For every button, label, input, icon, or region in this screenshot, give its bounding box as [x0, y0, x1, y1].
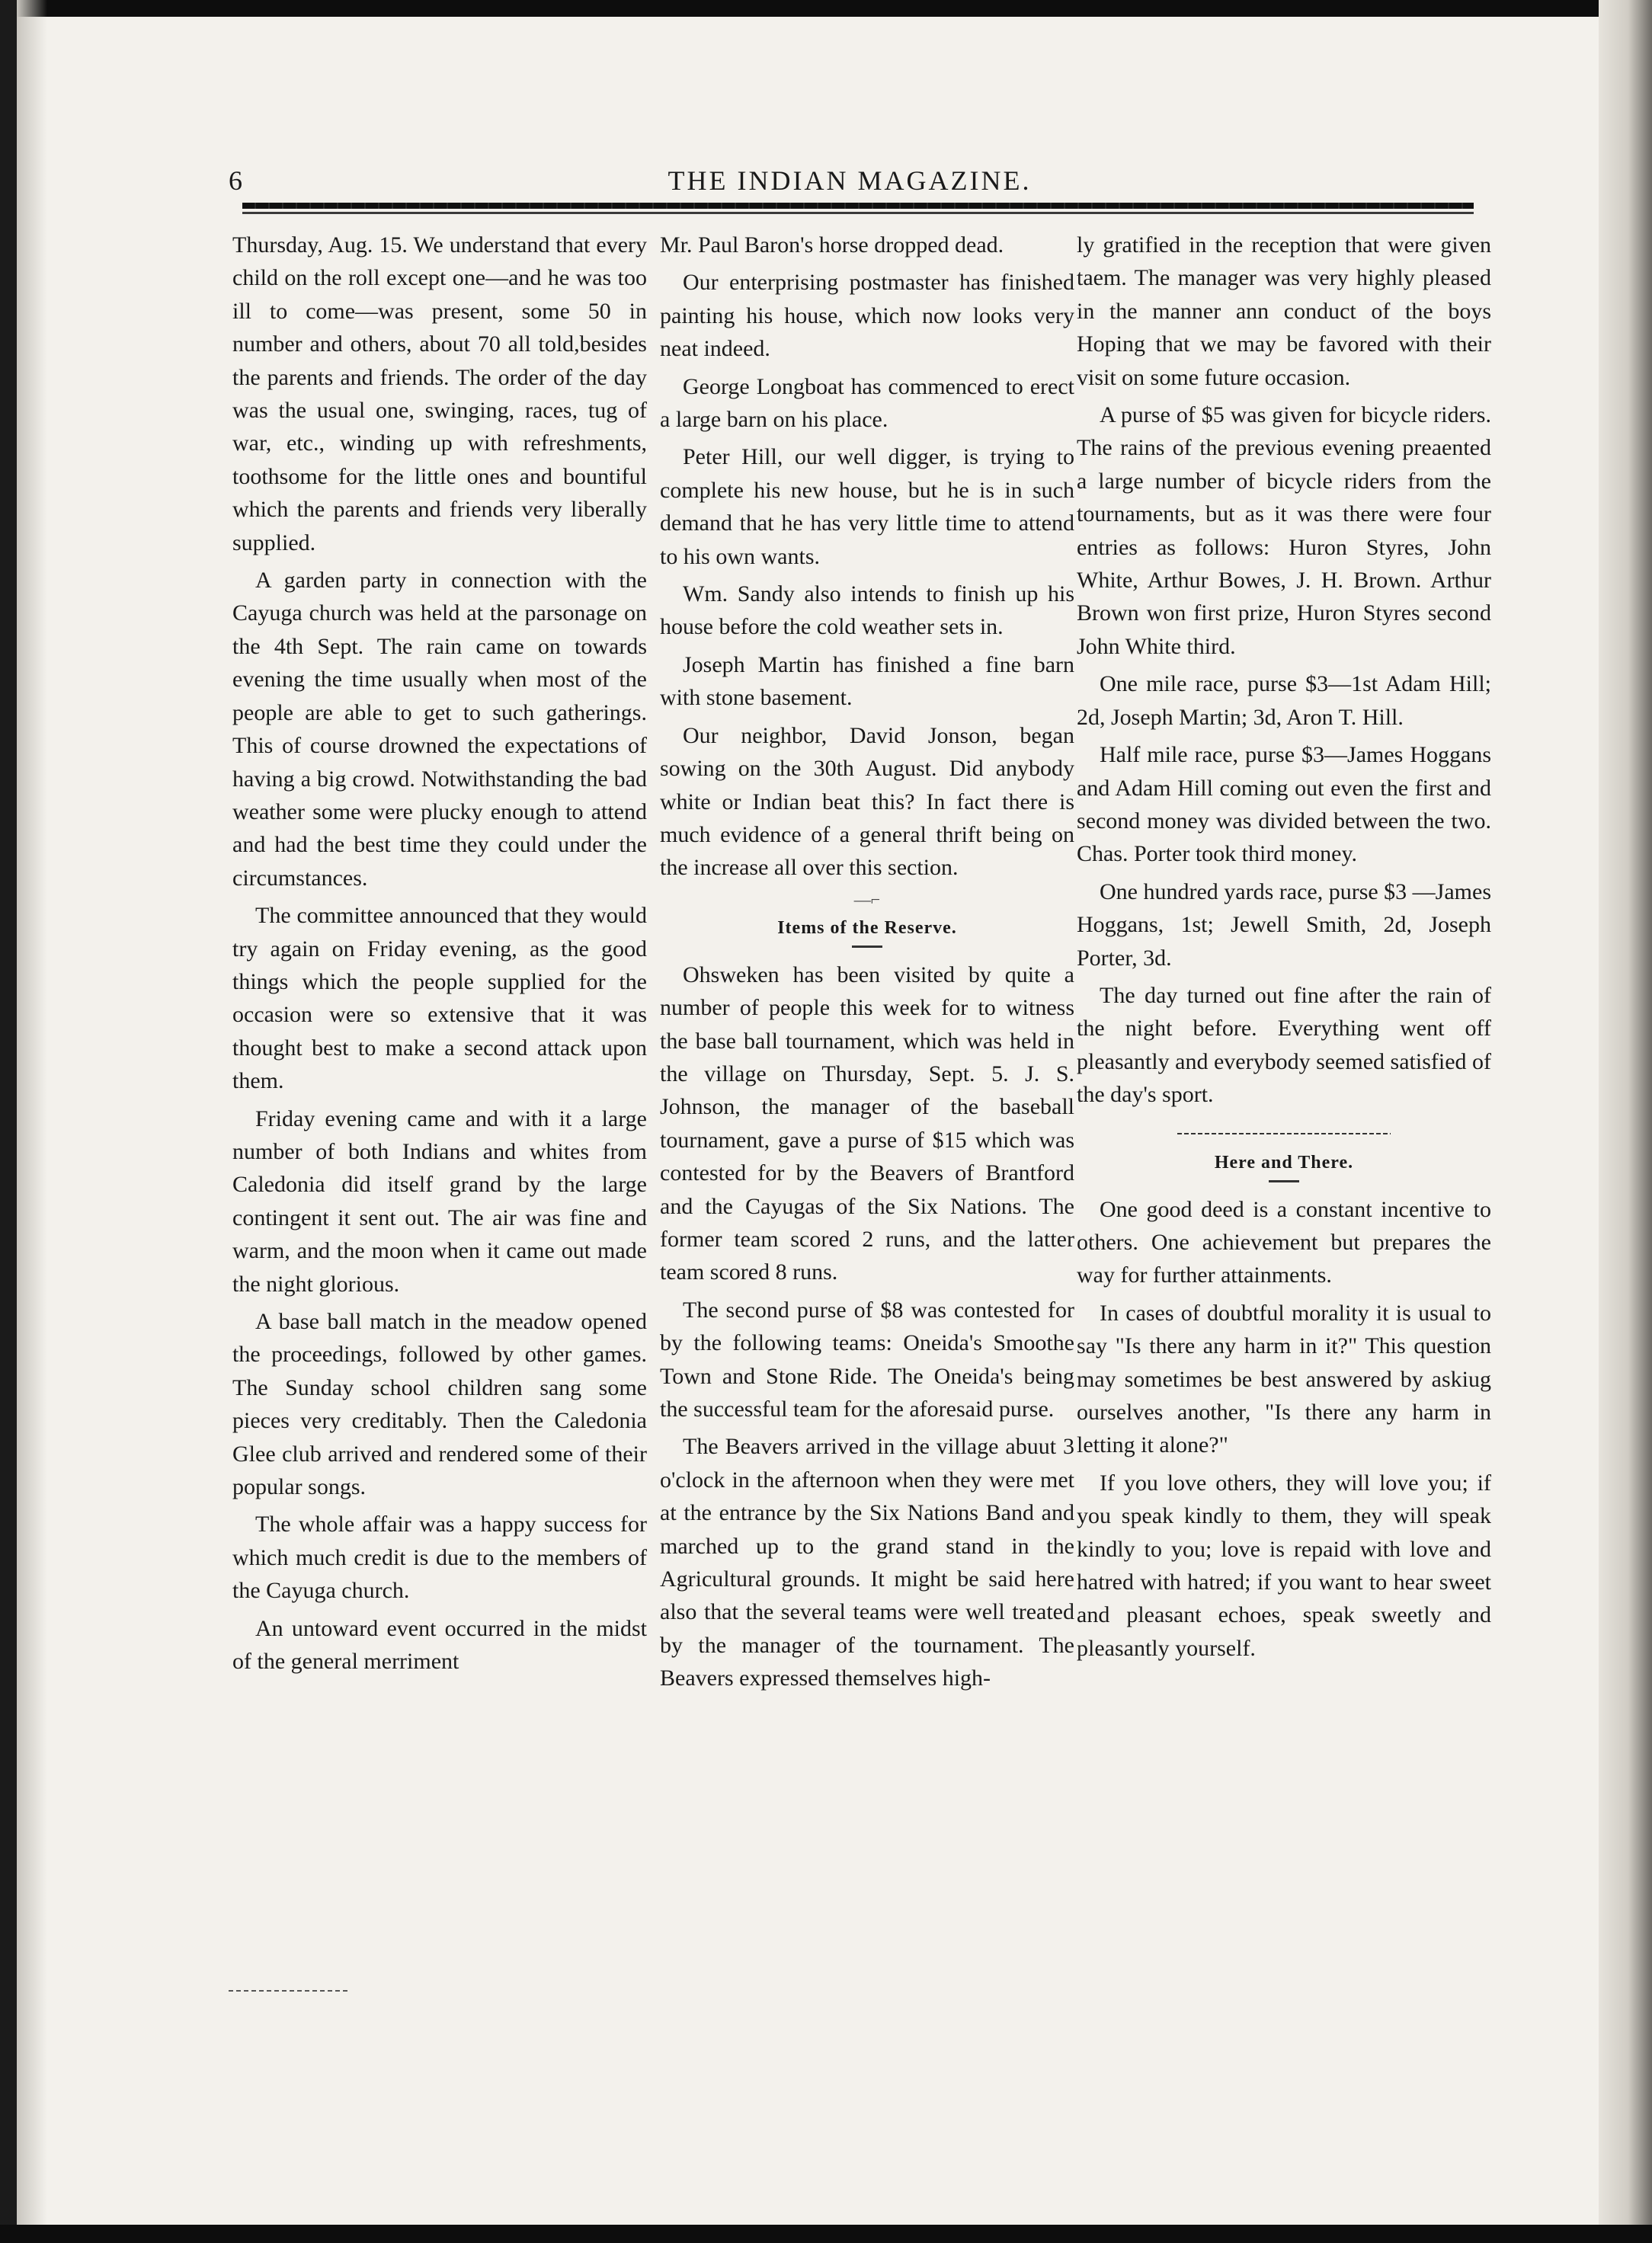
- magazine-title: THE INDIAN MAGAZINE.: [668, 165, 1032, 196]
- paragraph: An untoward event occurred in the midst of the general merriment: [232, 1615, 647, 1675]
- paragraph: Peter Hill, our well digger, is trying to complete his new house, but he is in such demand that he has very little time to attend to his own wants.: [660, 444, 1074, 569]
- section-heading-items-of-the-reserve: Items of the Reserve.: [777, 917, 957, 938]
- paragraph: A garden party in connection with the Cayuga church was held at the parsonage on the 4th Sept. The rain came on towards evening the time usually when most of the people are able to get to such gatherings. This of course drowned the expectations of having a big crowd. Notwithstanding the bad weather some were plucky enough to attend and had the best time they could under the circumstances.: [232, 568, 647, 891]
- column-3: [1077, 229, 1491, 2004]
- paragraph: The second purse of $8 was contested for by the following teams: Oneida's Smoothe Town and Stone Ride. The Oneida's being the successful team for the aforesaid purse.: [660, 1297, 1074, 1422]
- column-1: [232, 229, 647, 2004]
- page-shadow-left: [17, 0, 47, 2243]
- paragraph: If you love others, they will love you; if you speak kindly to them, they will speak kindly to you; love is repaid with love and hatred with hatred; if you want to hear sweet and pleasant echoes, speak sweetly and pleasantly yourself.: [1077, 1470, 1491, 1661]
- paragraph: In cases of doubtful morality it is usual to say "Is there any harm in it?" This question may sometimes be best answered by askiug ourselves another, "Is there any harm in letting it alone?": [1077, 1300, 1491, 1458]
- paragraph: Friday evening came and with it a large number of both Indians and whites from Caledonia did itself grand by the large contingent it sent out. The air was fine and warm, and the moon when it came out made the night glorious.: [232, 1106, 647, 1297]
- heading-underline: [852, 946, 882, 948]
- scan-border-right: [1599, 0, 1652, 2243]
- page-number: 6: [229, 165, 242, 196]
- section-heading-here-and-there: Here and There.: [1214, 1152, 1354, 1173]
- paragraph: Half mile race, purse $3—James Hoggans and Adam Hill coming out even the first and second money was divided between the two. Chas. Porter took third money.: [1077, 742, 1491, 867]
- page-header: [229, 162, 1471, 200]
- paragraph: Wm. Sandy also intends to finish up his house before the cold weather sets in.: [660, 581, 1074, 640]
- paragraph: Mr. Paul Baron's horse dropped dead.: [660, 232, 1004, 258]
- paragraph: George Longboat has commenced to erect a large barn on his place.: [660, 373, 1074, 433]
- paragraph: Joseph Martin has finished a fine barn with stone basement.: [660, 651, 1074, 711]
- heading-underline: [1269, 1180, 1299, 1182]
- section-ornament: —⌐: [853, 889, 881, 909]
- paragraph: The Beavers arrived in the village abuut 3 o'clock in the afternoon when they were met at the entrance by the Six Nations Band and marched up to the grand stand in the Agricultural grounds. It might be said here also that the several teams were well treated by the manager of the tournament. The Beavers expressed themselves high-: [660, 1434, 1074, 1691]
- paragraph: Our neighbor, David Jonson, began sowing on the 30th August. Did anybody white or Indian beat this? In fact there is much evidence of a general thrift being on the increase all over this section.: [660, 722, 1074, 881]
- paragraph: Thursday, Aug. 15. We understand that every child on the roll except one—and he was too ill to come—was present, some 50 in number and others, about 70 all told,besides the parents and friends. The order of the day was the usual one, swinging, races, tug of war, etc., winding up with refreshments, toothsome for the little ones and bountiful which the parents and friends very liberally supplied.: [232, 232, 647, 555]
- paragraph: A purse of $5 was given for bicycle riders. The rains of the previous evening preaented a large number of bicycle riders from the tournaments, but as it was there were four entries as follows: Huron Styres, John White, Arthur Bowes, J. H. Brown. Arthur Brown won first prize, Huron Styres second John White third.: [1077, 402, 1491, 659]
- scan-border-left: [0, 0, 17, 2243]
- paragraph: The committee announced that they would try again on Friday evening, as the good things which the people supplied for the occasion were so extensive that it was thought best to make a second attack upon them.: [232, 903, 647, 1094]
- header-rule-thin: [242, 212, 1474, 214]
- paragraph: Our enterprising postmaster has finished painting his house, which now looks very neat indeed.: [660, 270, 1074, 362]
- scan-border-top: [0, 0, 1652, 17]
- paragraph: The whole affair was a happy success for which much credit is due to the members of the Cayuga church.: [232, 1512, 647, 1604]
- header-rule: [242, 203, 1474, 209]
- paragraph: Ohsweken has been visited by quite a number of people this week for to witness the base ball tournament, which was held in the village on Thursday, Sept. 5. J. S. Johnson, the manager of the baseball tournament, gave a purse of $15 which was contested for by the Beavers of Brantford and the Cayugas of the Six Nations. The former team scored 2 runs, and the latter team scored 8 runs.: [660, 962, 1074, 1285]
- paragraph: A base ball match in the meadow opened the proceedings, followed by other games. The Sunday school children sang some pieces very creditably. Then the Caledonia Glee club arrived and rendered some of their popular songs.: [232, 1309, 647, 1500]
- paragraph: One hundred yards race, purse $3 —James Hoggans, 1st; Jewell Smith, 2d, Joseph Porter, 3d.: [1077, 878, 1491, 971]
- paragraph: One good deed is a constant incentive to others. One achievement but prepares the way for further attainments.: [1077, 1196, 1491, 1288]
- paragraph: One mile race, purse $3—1st Adam Hill; 2d, Joseph Martin; 3d, Aron T. Hill.: [1077, 671, 1491, 730]
- paragraph: ly gratified in the reception that were given taem. The manager was very highly pleased in the manner ann conduct of the boys Hoping that we may be favored with their visit on some future occasion.: [1077, 232, 1491, 390]
- column-2: [660, 229, 1074, 2004]
- scan-border-bottom: [0, 2225, 1652, 2243]
- paragraph: The day turned out fine after the rain of the night before. Everything went off pleasantly and everybody seemed satisfied of the day's sport.: [1077, 982, 1491, 1108]
- section-divider: [1177, 1133, 1391, 1134]
- footer-rule: [229, 1990, 351, 1992]
